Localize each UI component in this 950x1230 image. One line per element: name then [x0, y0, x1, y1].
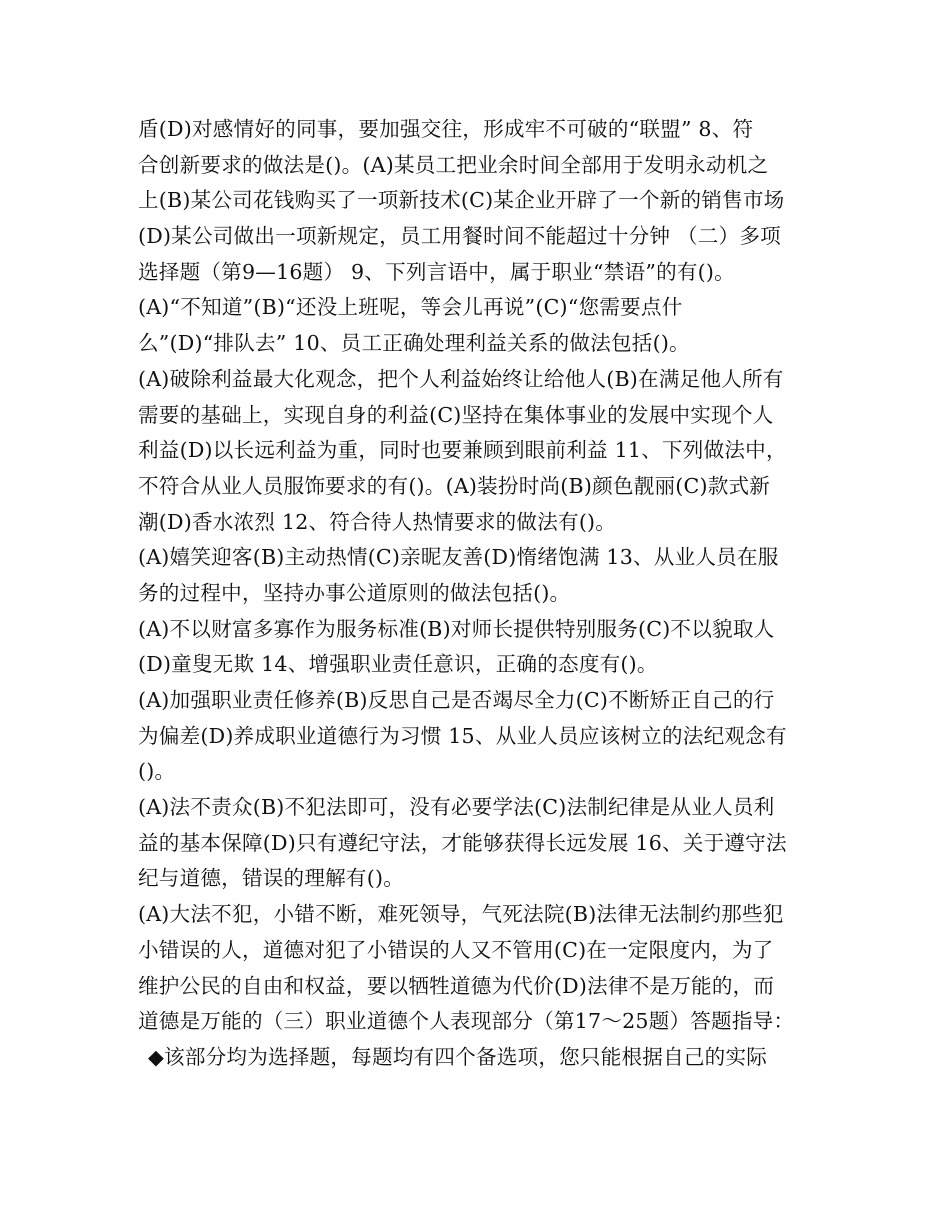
- text-line: (A)大法不犯，小错不断，难死领导，气死法院(B)法律无法制约那些犯: [138, 902, 784, 927]
- text-line: 纪与道德，错误的理解有()。: [138, 866, 404, 891]
- text-line: 务的过程中，坚持办事公道原则的做法包括()。: [138, 580, 571, 605]
- text-line: 上(B)某公司花钱购买了一项新技术(C)某企业开辟了一个新的销售市场: [138, 188, 785, 213]
- text-line: 小错误的人，道德对犯了小错误的人又不管用(C)在一定限度内，为了: [138, 937, 774, 962]
- text-line: (A)破除利益最大化观念，把个人利益始终让给他人(B)在满足他人所有: [138, 366, 784, 391]
- document-body-text: [138, 112, 828, 1076]
- text-line: 为偏差(D)养成职业道德行为习惯 15、从业人员应该树立的法纪观念有: [138, 723, 787, 748]
- text-line: (A)嬉笑迎客(B)主动热情(C)亲昵友善(D)惰绪饱满 13、从业人员在服: [138, 545, 779, 570]
- text-line: 选择题（第9—16题） 9、下列言语中，属于职业“禁语”的有()。: [138, 259, 735, 284]
- text-line: (D)某公司做出一项新规定，员工用餐时间不能超过十分钟 （二）多项: [138, 224, 781, 249]
- text-line: 道德是万能的（三）职业道德个人表现部分（第17～25题）答题指导：: [138, 1009, 795, 1034]
- text-line: 么”(D)“排队去” 10、员工正确处理利益关系的做法包括()。: [138, 331, 690, 356]
- text-line: 不符合从业人员服饰要求的有()。(A)装扮时尚(B)颜色靓丽(C)款式新: [138, 473, 771, 498]
- text-line: 益的基本保障(D)只有遵纪守法，才能够获得长远发展 16、关于遵守法: [138, 830, 787, 855]
- text-line: 合创新要求的做法是()。(A)某员工把业余时间全部用于发明永动机之: [138, 152, 769, 177]
- text-line: (A)“不知道”(B)“还没上班呢，等会儿再说”(C)“您需要点什: [138, 295, 683, 320]
- text-line: 利益(D)以长远利益为重，同时也要兼顾到眼前利益 11、下列做法中，: [138, 438, 787, 463]
- text-line: ()。: [138, 759, 176, 784]
- text-line: 盾(D)对感情好的同事，要加强交往，形成牢不可破的“联盟” 8、符: [138, 117, 754, 141]
- text-line: ◆该部分均为选择题，每题均有四个备选项，您只能根据自己的实际: [148, 1044, 768, 1069]
- text-line: 需要的基础上，实现自身的利益(C)坚持在集体事业的发展中实现个人: [138, 402, 774, 427]
- text-line: 潮(D)香水浓烈 12、符合待人热情要求的做法有()。: [138, 509, 617, 534]
- text-line: 维护公民的自由和权益，要以牺牲道德为代价(D)法律不是万能的，而: [138, 973, 775, 998]
- text-line: (A)不以财富多寡作为服务标准(B)对师长提供特别服务(C)不以貌取人: [138, 616, 775, 641]
- text-line: (A)法不责众(B)不犯法即可，没有必要学法(C)法制纪律是从业人员利: [138, 795, 775, 820]
- text-line: (A)加强职业责任修养(B)反思自己是否竭尽全力(C)不断矫正自己的行: [138, 688, 775, 712]
- text-line: (D)童叟无欺 14、增强职业责任意识，正确的态度有()。: [138, 652, 658, 677]
